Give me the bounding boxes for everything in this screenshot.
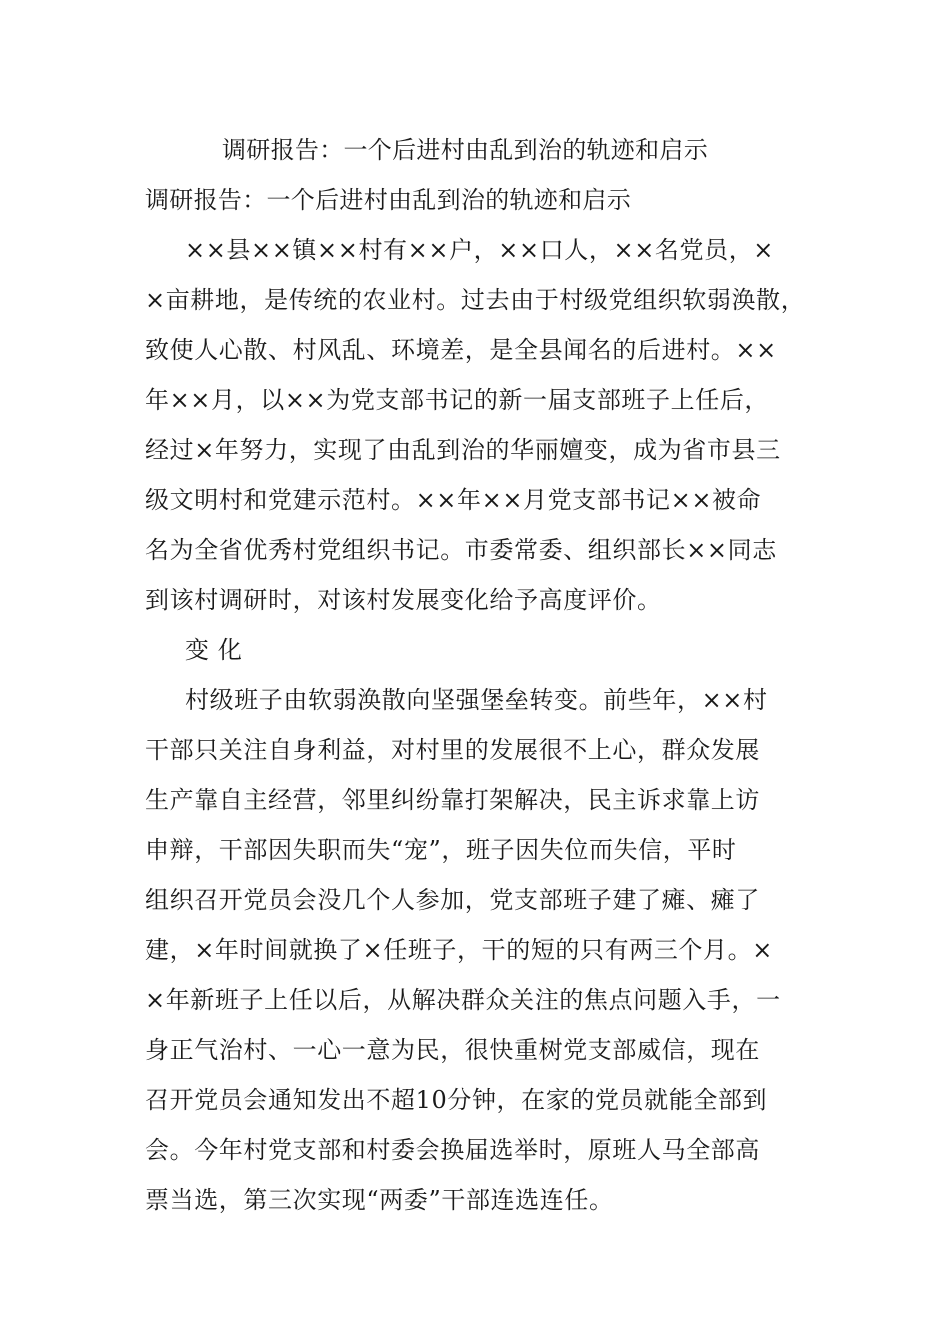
document-title: 调研报告：一个后进村由乱到治的轨迹和启示 xyxy=(222,136,708,164)
paragraph-2-line-4: 申辩，干部因失职而失“宠”，班子因失位而失信，平时 xyxy=(145,836,737,864)
paragraph-1-line-1: ××县××镇××村有××户，××口人，××名党员，× xyxy=(185,236,775,264)
paragraph-1-line-2: ×亩耕地，是传统的农业村。过去由于村级党组织软弱涣散， xyxy=(145,286,806,314)
paragraph-2-line-3: 生产靠自主经营，邻里纠纷靠打架解决，民主诉求靠上访 xyxy=(145,786,760,814)
paragraph-2-line-11: 票当选，第三次实现“两委”干部连选连任。 xyxy=(145,1186,614,1214)
paragraph-2-line-1: 村级班子由软弱涣散向坚强堡垒转变。前些年，××村 xyxy=(185,686,768,714)
paragraph-1-line-4: 年××月，以××为党支部书记的新一届支部班子上任后， xyxy=(145,386,770,414)
section-heading: 变 化 xyxy=(185,636,243,664)
paragraph-2-line-8: 身正气治村、一心一意为民，很快重树党支部威信，现在 xyxy=(145,1036,760,1064)
document-subtitle: 调研报告：一个后进村由乱到治的轨迹和启示 xyxy=(145,186,631,214)
paragraph-1-line-7: 名为全省优秀村党组织书记。市委常委、组织部长××同志 xyxy=(145,536,777,564)
paragraph-2-line-10: 会。今年村党支部和村委会换届选举时，原班人马全部高 xyxy=(145,1136,760,1164)
paragraph-1-line-8: 到该村调研时，对该村发展变化给予高度评价。 xyxy=(145,586,662,614)
paragraph-2-line-9: 召开党员会通知发出不超10分钟，在家的党员就能全部到 xyxy=(145,1086,768,1114)
paragraph-2-line-2: 干部只关注自身利益，对村里的发展很不上心，群众发展 xyxy=(145,736,760,764)
paragraph-1-line-3: 致使人心散、村风乱、环境差，是全县闻名的后进村。×× xyxy=(145,336,777,364)
paragraph-2-line-5: 组织召开党员会没几个人参加，党支部班子建了瘫、瘫了 xyxy=(145,886,760,914)
paragraph-2-line-7: ×年新班子上任以后，从解决群众关注的焦点问题入手，一 xyxy=(145,986,781,1014)
paragraph-1-line-6: 级文明村和党建示范村。××年××月党支部书记××被命 xyxy=(145,486,762,514)
paragraph-2-line-6: 建，×年时间就换了×任班子，干的短的只有两三个月。× xyxy=(145,936,773,964)
paragraph-1-line-5: 经过×年努力，实现了由乱到治的华丽嬗变，成为省市县三 xyxy=(145,436,781,464)
